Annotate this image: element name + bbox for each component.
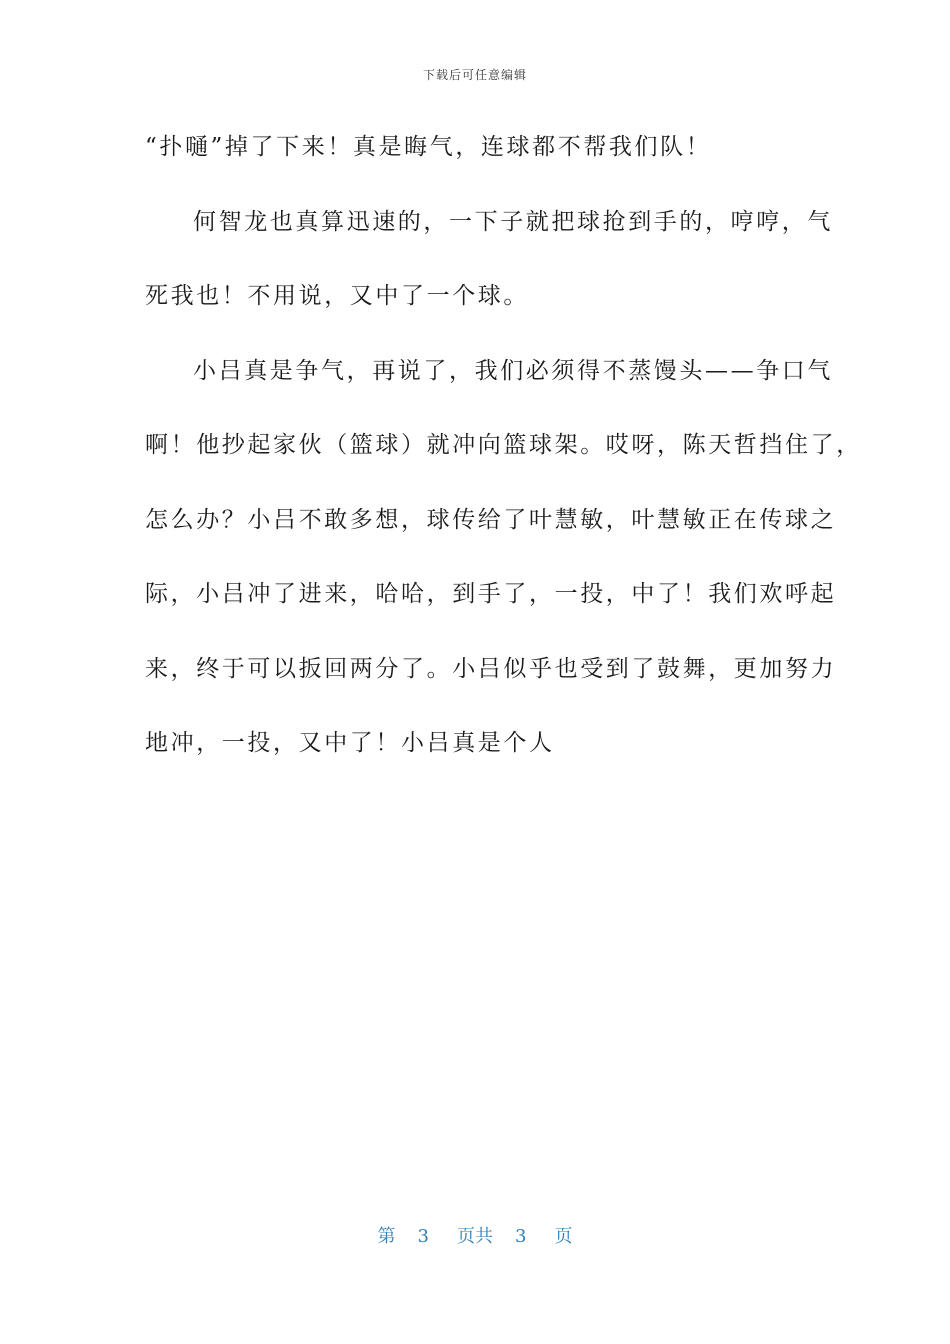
- paragraph-start-line: 小吕真是争气，再说了，我们必须得不蒸馒头——争口气: [193, 357, 833, 384]
- text-line: 际，小吕冲了进来，哈哈，到手了，一投，中了！我们欢呼起: [145, 581, 837, 607]
- text-line: “扑嗵”掉了下来！真是晦气，连球都不帮我们队！: [145, 134, 712, 160]
- document-body: [145, 110, 862, 781]
- current-page-number: 3: [417, 1226, 429, 1247]
- page-header: 下载后可任意编辑: [422, 68, 527, 82]
- text-line: 来，终于可以扳回两分了。小吕似乎也受到了鼓舞，更加努力: [145, 655, 837, 682]
- page-word: 页共: [457, 1226, 493, 1247]
- text-line: 死我也！不用说，又中了一个球。: [145, 283, 529, 309]
- page-end-word: 页: [554, 1226, 573, 1247]
- page-label: 第: [377, 1226, 396, 1247]
- text-line: 啊！他抄起家伙（篮球）就冲向篮球架。哎呀，陈天哲挡住了，: [145, 432, 862, 458]
- text-line: 怎么办？小吕不敢多想，球传给了叶慧敏，叶慧敏正在传球之: [145, 506, 837, 533]
- text-line: 地冲，一投，又中了！小吕真是个人: [145, 730, 555, 756]
- total-pages-number: 3: [515, 1226, 527, 1247]
- page-footer: [0, 1222, 950, 1248]
- paragraph-start-line: 何智龙也真算迅速的，一下子就把球抢到手的，哼哼，气: [193, 208, 833, 235]
